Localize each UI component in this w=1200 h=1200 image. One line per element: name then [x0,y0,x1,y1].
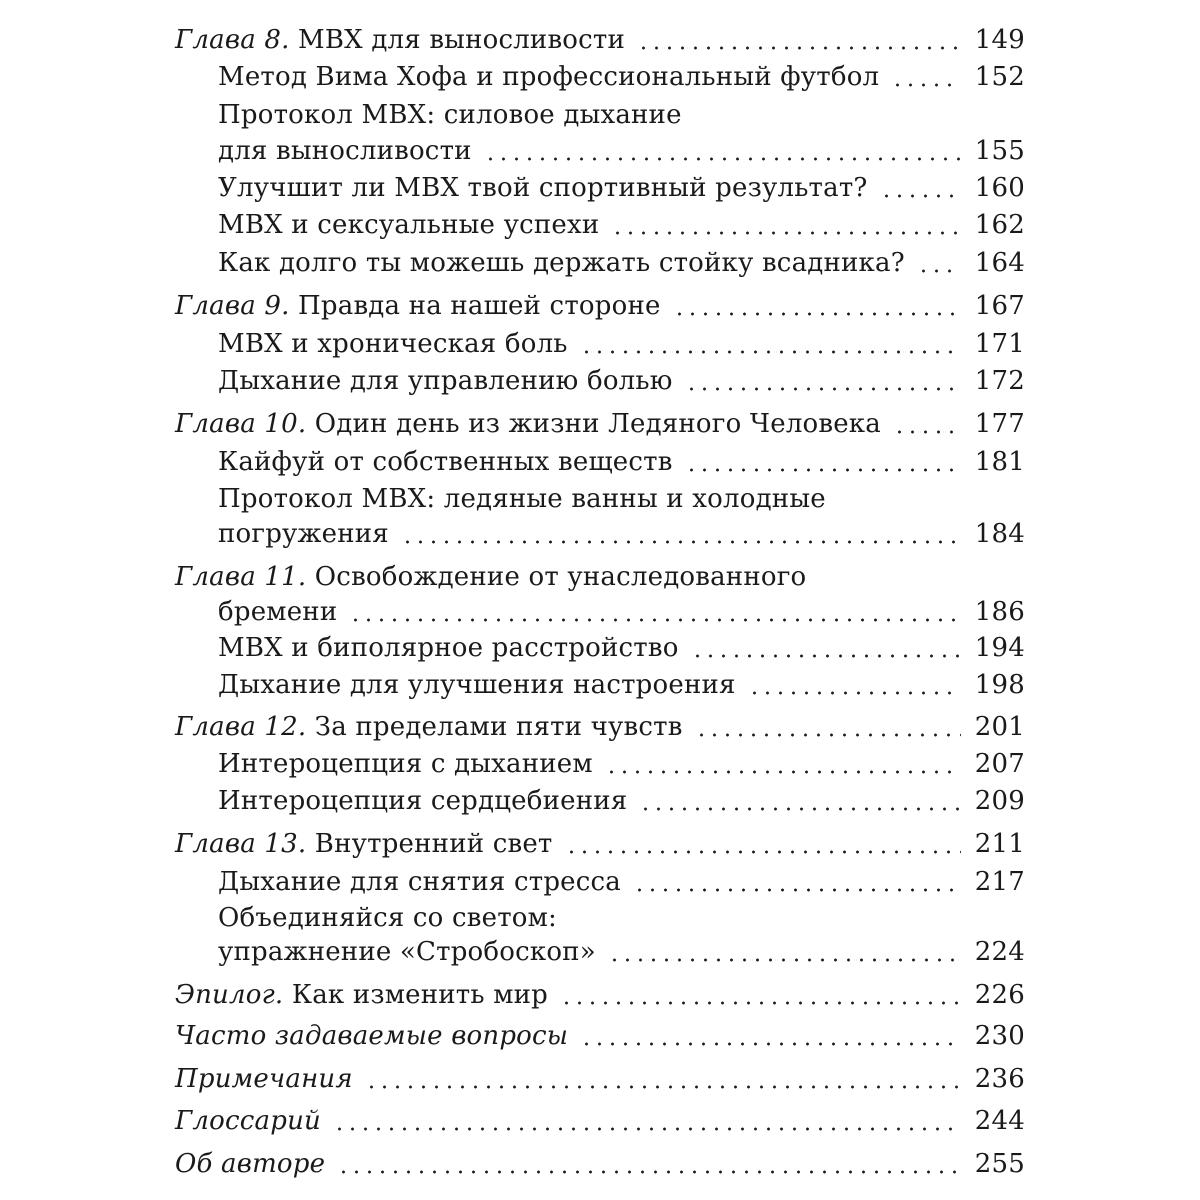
page-number: 155 [974,136,1025,166]
page-number: 201 [974,712,1025,742]
dot-leader [365,1085,961,1089]
dot-leader [611,231,960,235]
page-number: 162 [974,210,1025,240]
chapter-title: За пределами пяти чувств [314,712,683,742]
chapter-title: Один день из жизни Ледяного Человека [314,409,881,439]
dot-leader [685,387,961,391]
page-number: 171 [974,329,1025,359]
toc-entry-glossary[interactable] [175,1103,1025,1139]
toc-entry-section[interactable] [218,326,1025,362]
section-title-line-1: Протокол МВХ: ледяные ванны и холодные [218,484,826,514]
dot-leader [580,1042,961,1046]
dot-leader [880,194,961,198]
dot-leader [639,807,960,811]
dot-leader [633,888,961,892]
toc-entry-section[interactable] [218,444,1025,480]
toc-entry-about-author[interactable] [175,1146,1025,1182]
toc-entry-section[interactable] [218,170,1025,206]
section-title: Улучшит ли МВХ твой спортивный результат? [218,173,868,203]
chapter-label: Глава 12. [175,712,307,742]
dot-leader [608,958,961,962]
toc-entry-section[interactable] [218,630,1025,666]
page-number: 152 [974,62,1025,92]
chapter-label: Глава 11. [175,562,307,592]
toc-entry-section[interactable] [218,746,1025,782]
toc-entry-chapter-11[interactable] [218,594,1025,630]
toc-entry-section[interactable] [218,133,1025,169]
dot-leader [691,654,961,658]
toc-entry-chapter-8[interactable] [175,22,1025,58]
section-title: Дыхание для улучшения настроения [218,670,736,700]
toc-entry-faq[interactable] [175,1018,1025,1054]
dot-leader [673,312,961,316]
page-number: 160 [974,173,1025,203]
toc-entry-section[interactable] [218,245,1025,281]
chapter-title: Внутренний свет [314,829,553,859]
toc-entry-section[interactable] [218,363,1025,399]
dot-leader [560,1001,961,1005]
toc-entry-chapter-13[interactable] [175,826,1025,862]
epilogue-label: Эпилог. [175,980,284,1010]
page-number: 194 [974,633,1025,663]
dot-leader [565,850,961,854]
chapter-title-line-1: Освобождение от унаследованного [314,562,807,592]
section-title: МВХ и хроническая боль [218,329,568,359]
toc-entry-section[interactable] [218,783,1025,819]
section-title-line-2: для выносливости [218,136,472,166]
page-number: 217 [974,867,1025,897]
page-number: 181 [974,447,1025,477]
toc-entry-section[interactable] [218,667,1025,703]
dot-leader [891,83,961,87]
dot-leader [333,1127,961,1131]
toc-entry-notes[interactable] [175,1061,1025,1097]
toc-entry-section[interactable] [218,59,1025,95]
page-number: 177 [974,409,1025,439]
page-number: 167 [974,291,1025,321]
toc-entry-chapter-12[interactable] [175,709,1025,745]
toc-entry-section[interactable] [218,516,1025,552]
toc-entry-section[interactable] [218,864,1025,900]
section-title: МВХ и биполярное расстройство [218,633,679,663]
chapter-title-line-2: бремени [218,597,338,627]
section-title: Метод Вима Хофа и профессиональный футбол [218,62,880,92]
dot-leader [637,46,961,50]
page-number: 198 [974,670,1025,700]
section-title: МВХ и сексуальные успехи [218,210,600,240]
page-number: 172 [974,366,1025,396]
faq-title: Часто задаваемые вопросы [175,1021,569,1051]
page-number: 244 [974,1106,1025,1136]
dot-leader [484,157,961,161]
page-number: 186 [974,597,1025,627]
dot-leader [349,618,960,622]
chapter-label: Глава 8. [175,25,290,55]
chapter-label: Глава 9. [175,291,290,321]
toc-entry-chapter-9[interactable] [175,288,1025,324]
toc-entry-section[interactable] [218,934,1025,970]
dot-leader [685,468,961,472]
toc-entry-chapter-11-line-1 [175,559,806,595]
section-title-line-2: погружения [218,519,389,549]
about-author-title: Об авторе [175,1149,326,1179]
toc-entry-section[interactable] [218,207,1025,243]
dot-leader [695,733,961,737]
page-number: 230 [974,1021,1025,1051]
dot-leader [893,430,961,434]
chapter-title: Правда на нашей стороне [298,291,661,321]
page-number: 209 [974,786,1025,816]
page-number: 164 [974,248,1025,278]
page-number: 149 [974,25,1025,55]
page-number: 236 [974,1064,1025,1094]
page-number: 226 [974,980,1025,1010]
chapter-label: Глава 10. [175,409,307,439]
section-title: Кайфуй от собственных веществ [218,447,673,477]
page-number: 224 [974,937,1025,967]
section-title: Дыхание для управлению болью [218,366,673,396]
dot-leader [605,770,961,774]
section-title-line-1: Протокол МВХ: силовое дыхание [218,100,682,130]
glossary-title: Глоссарий [175,1106,321,1136]
page-number: 211 [974,829,1025,859]
section-title: Дыхание для снятия стресса [218,867,621,897]
page-number: 207 [974,749,1025,779]
section-title-line-1: Объединяйся со светом: [218,903,558,933]
dot-leader [748,691,961,695]
toc-entry-epilogue[interactable] [175,977,1025,1013]
epilogue-title: Как изменить мир [291,980,548,1010]
notes-title: Примечания [175,1064,353,1094]
chapter-title: МВХ для выносливости [298,25,626,55]
section-title-line-2: упражнение «Стробоскоп» [218,937,596,967]
section-title: Интероцепция с дыханием [218,749,593,779]
dot-leader [337,1170,961,1174]
section-title: Как долго ты можешь держать стойку всадника? [218,248,905,278]
toc-entry-chapter-10[interactable] [175,406,1025,442]
dot-leader [401,540,961,544]
section-title: Интероцепция сердцебиения [218,786,628,816]
dot-leader [580,350,961,354]
page-number: 255 [974,1149,1025,1179]
dot-leader [917,269,961,273]
page-number: 184 [974,519,1025,549]
chapter-label: Глава 13. [175,829,307,859]
